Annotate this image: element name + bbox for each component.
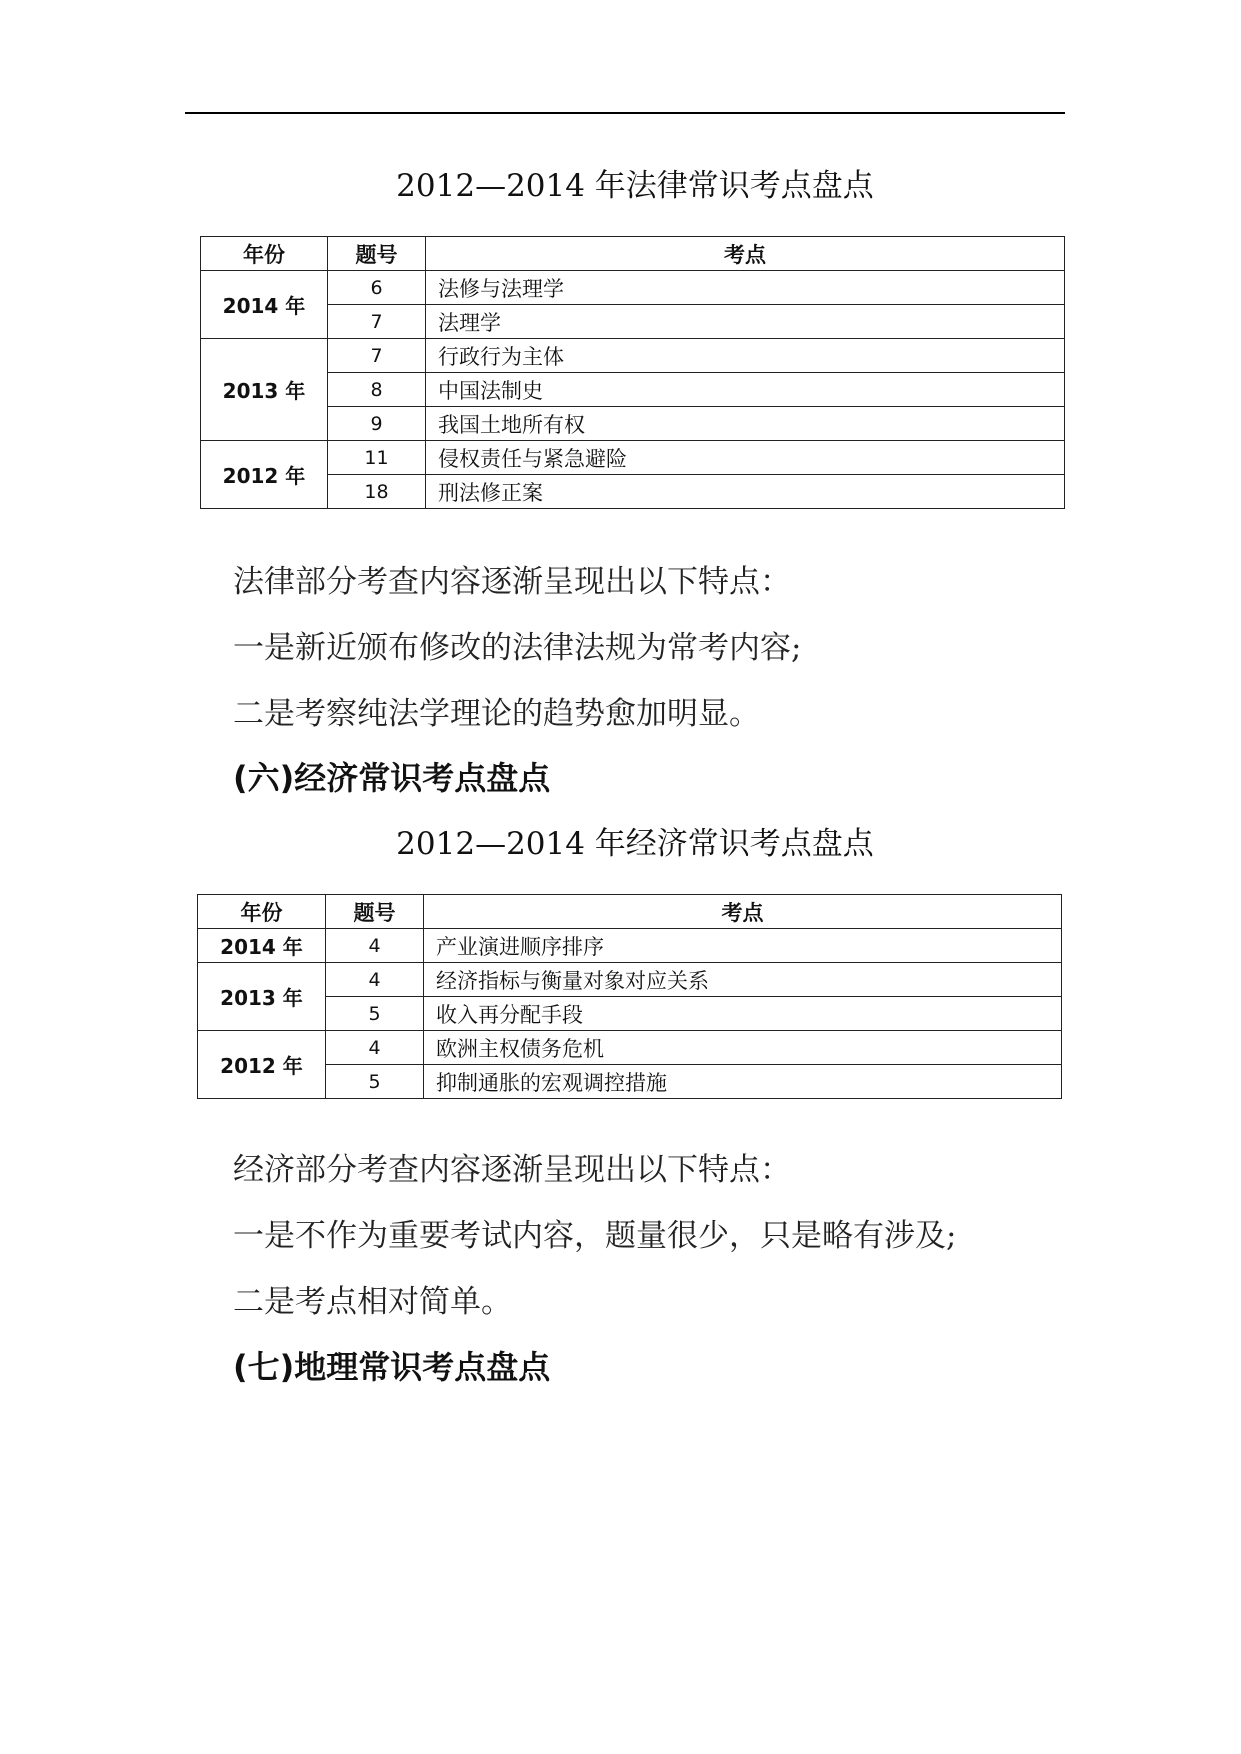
num-cell: 11 — [328, 441, 426, 475]
year-cell: 2014 年 — [198, 929, 326, 963]
law-summary-point-2: 二是考察纯法学理论的趋势愈加明显。 — [233, 696, 760, 732]
year-cell: 2012 年 — [198, 1031, 326, 1099]
table-row — [201, 305, 1065, 339]
year-cell: 2014 年 — [201, 271, 328, 339]
law-summary-intro: 法律部分考查内容逐渐呈现出以下特点： — [233, 564, 791, 600]
table-row — [198, 963, 1062, 997]
num-cell: 5 — [326, 1065, 424, 1099]
year-cell: 2013 年 — [198, 963, 326, 1031]
law-table-title: 2012—2014 年法律常识考点盘点 — [396, 168, 874, 204]
topic-cell: 产业演进顺序排序 — [424, 929, 1062, 963]
num-cell: 4 — [326, 929, 424, 963]
table-row — [198, 929, 1062, 963]
table-row — [201, 475, 1065, 509]
econ-summary-intro: 经济部分考查内容逐渐呈现出以下特点： — [233, 1152, 791, 1188]
table-row — [201, 441, 1065, 475]
num-cell: 7 — [328, 305, 426, 339]
header-year: 年份 — [198, 895, 326, 929]
year-cell: 2013 年 — [201, 339, 328, 441]
table-row — [201, 271, 1065, 305]
econ-summary-point-1: 一是不作为重要考试内容，题量很少，只是略有涉及; — [233, 1218, 957, 1254]
table-row — [201, 339, 1065, 373]
num-cell: 4 — [326, 1031, 424, 1065]
table-row — [201, 407, 1065, 441]
topic-cell: 行政行为主体 — [426, 339, 1065, 373]
num-cell: 9 — [328, 407, 426, 441]
num-cell: 5 — [326, 997, 424, 1031]
year-cell: 2012 年 — [201, 441, 328, 509]
topic-cell: 经济指标与衡量对象对应关系 — [424, 963, 1062, 997]
topic-cell: 收入再分配手段 — [424, 997, 1062, 1031]
header-year: 年份 — [201, 237, 328, 271]
header-num: 题号 — [328, 237, 426, 271]
topic-cell: 欧洲主权债务危机 — [424, 1031, 1062, 1065]
table-row — [198, 997, 1062, 1031]
topic-cell: 中国法制史 — [426, 373, 1065, 407]
econ-table-title: 2012—2014 年经济常识考点盘点 — [396, 826, 874, 862]
num-cell: 6 — [328, 271, 426, 305]
header-num: 题号 — [326, 895, 424, 929]
econ-summary-point-2: 二是考点相对简单。 — [233, 1284, 512, 1320]
header-topic: 考点 — [424, 895, 1062, 929]
law-summary-point-1: 一是新近颁布修改的法律法规为常考内容; — [233, 630, 802, 666]
topic-cell: 刑法修正案 — [426, 475, 1065, 509]
topic-cell: 侵权责任与紧急避险 — [426, 441, 1065, 475]
table-header-row — [201, 237, 1065, 271]
topic-cell: 法理学 — [426, 305, 1065, 339]
law-table — [200, 236, 1065, 509]
num-cell: 18 — [328, 475, 426, 509]
topic-cell: 抑制通胀的宏观调控措施 — [424, 1065, 1062, 1099]
table-header-row — [198, 895, 1062, 929]
header-topic: 考点 — [426, 237, 1065, 271]
table-row — [198, 1031, 1062, 1065]
table-row — [201, 373, 1065, 407]
econ-table — [197, 894, 1062, 1099]
num-cell: 7 — [328, 339, 426, 373]
num-cell: 8 — [328, 373, 426, 407]
topic-cell: 法修与法理学 — [426, 271, 1065, 305]
topic-cell: 我国土地所有权 — [426, 407, 1065, 441]
geo-section-heading: (七)地理常识考点盘点 — [233, 1348, 551, 1386]
table-row — [198, 1065, 1062, 1099]
econ-section-heading: (六)经济常识考点盘点 — [233, 759, 551, 797]
header-rule — [185, 112, 1065, 114]
num-cell: 4 — [326, 963, 424, 997]
